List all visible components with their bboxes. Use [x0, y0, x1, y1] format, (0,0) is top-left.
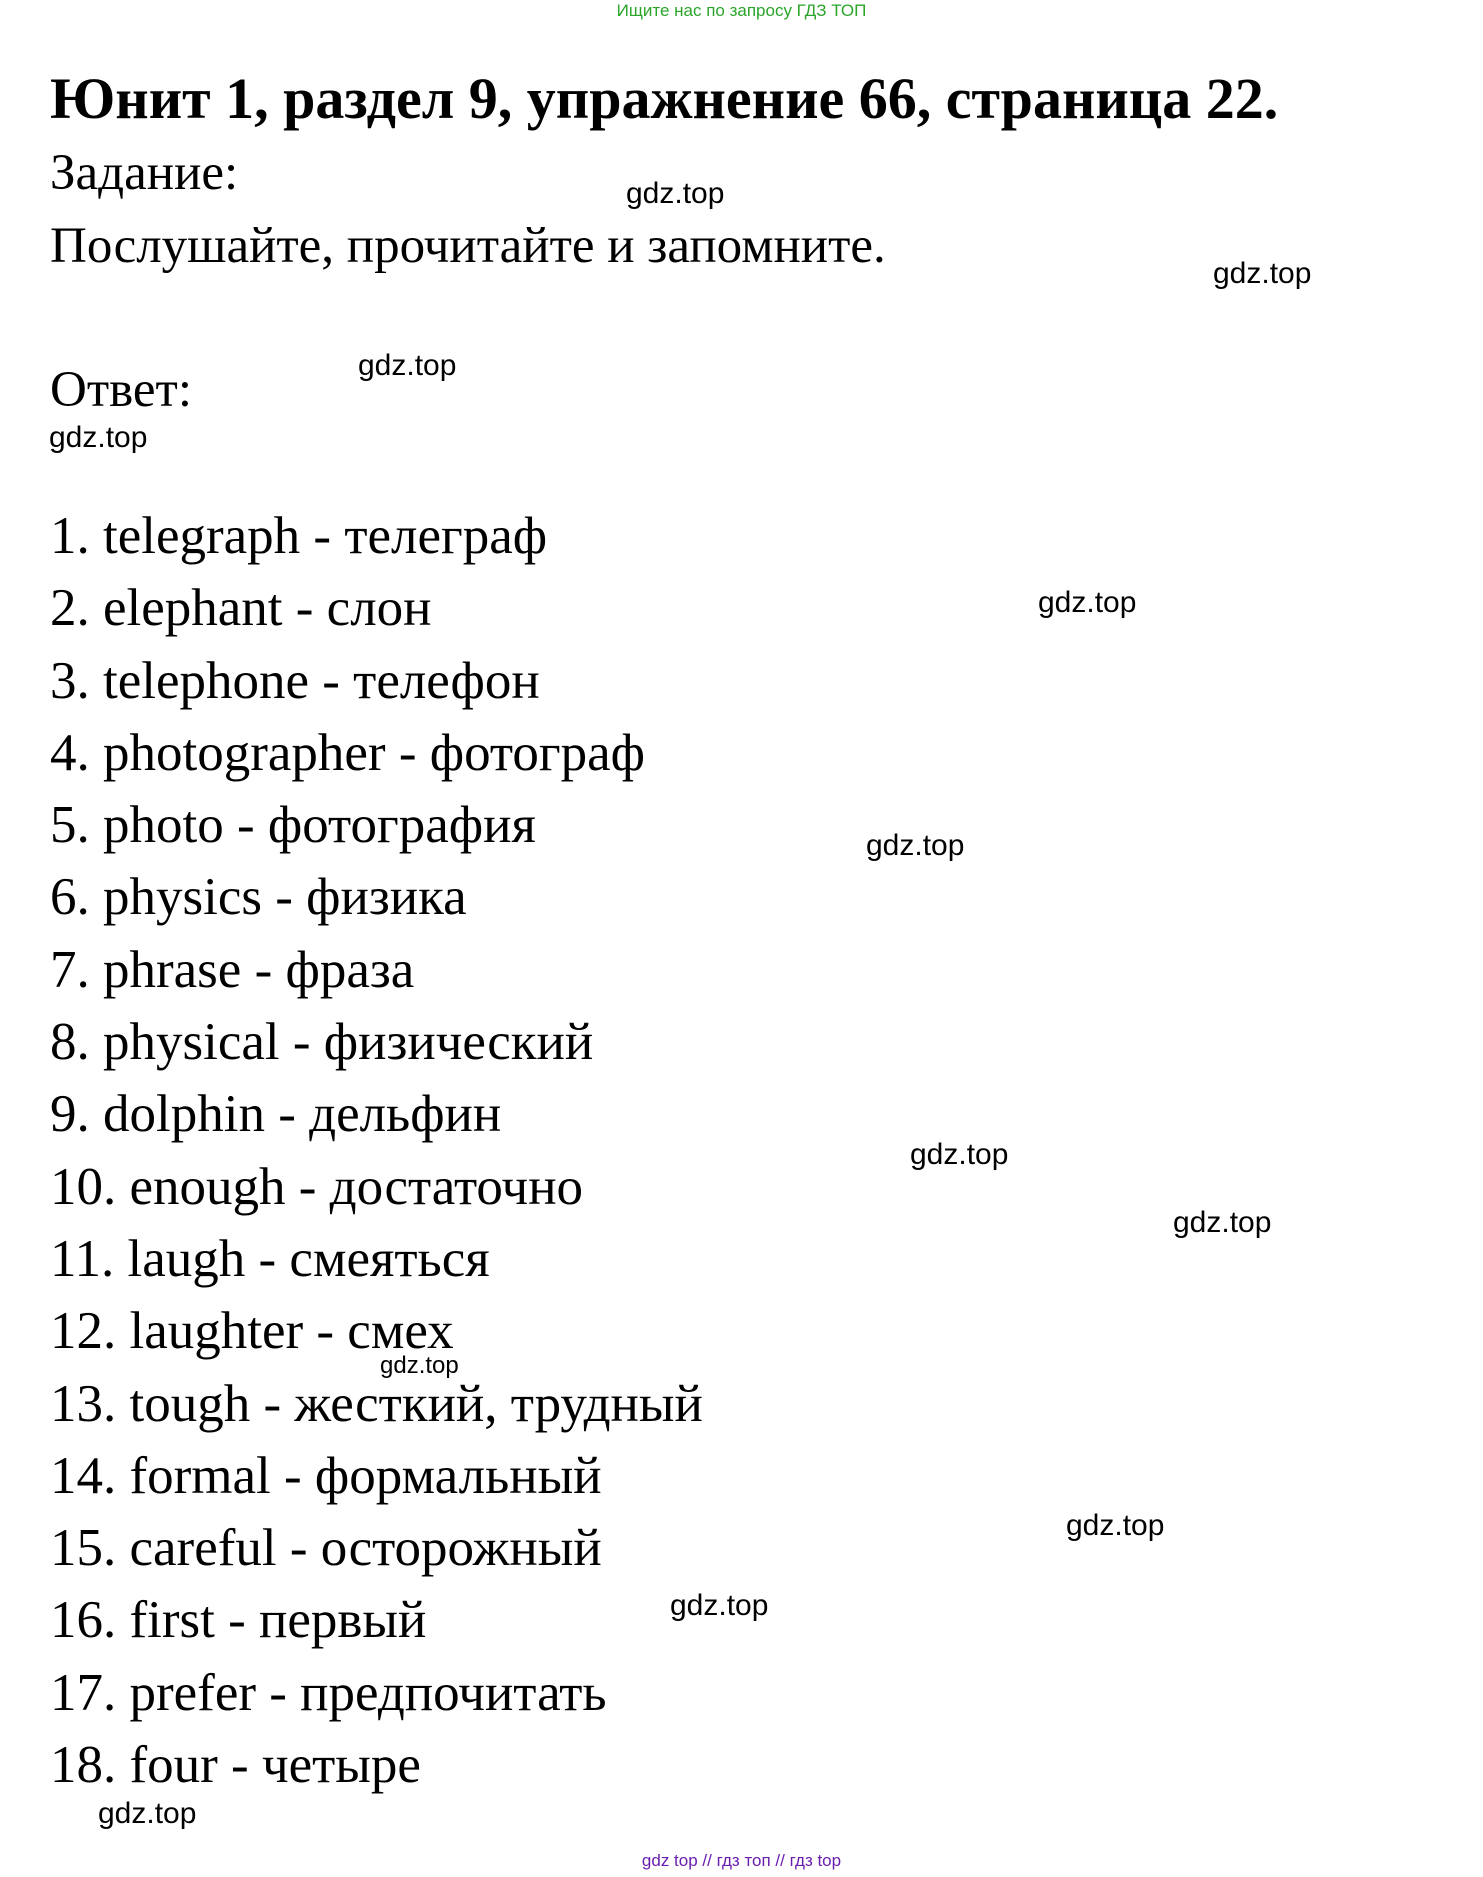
- watermark: gdz.top: [380, 1352, 459, 1379]
- list-item: 10. enough - достаточно: [50, 1157, 584, 1216]
- watermark: gdz.top: [358, 349, 457, 382]
- watermark: gdz.top: [910, 1138, 1009, 1171]
- watermark: gdz.top: [1213, 257, 1312, 290]
- list-item: 6. physics - физика: [50, 868, 467, 927]
- list-item: 5. photo - фотография: [50, 796, 536, 855]
- list-item: 8. physical - физический: [50, 1013, 594, 1072]
- watermark: gdz.top: [670, 1589, 769, 1622]
- watermark: gdz.top: [626, 177, 725, 210]
- footer-links: gdz top // гдз топ // гдз top: [641, 1851, 842, 1870]
- list-item: 14. formal - формальный: [50, 1446, 602, 1505]
- watermark: gdz.top: [1173, 1206, 1272, 1239]
- list-item: 12. laughter - смех: [50, 1302, 454, 1361]
- list-item: 9. dolphin - дельфин: [50, 1085, 502, 1144]
- top-banner: Ищите нас по запросу ГДЗ ТОП: [616, 1, 867, 20]
- list-item: 7. phrase - фраза: [50, 940, 415, 999]
- list-item: 15. careful - осторожный: [50, 1519, 602, 1578]
- list-item: 18. four - четыре: [50, 1736, 421, 1795]
- list-item: 17. prefer - предпочитать: [50, 1663, 607, 1722]
- watermark: gdz.top: [49, 421, 148, 454]
- list-item: 11. laugh - смеяться: [50, 1229, 490, 1288]
- task-label: Задание:: [50, 145, 239, 201]
- watermark: gdz.top: [1038, 586, 1137, 619]
- list-item: 2. elephant - слон: [50, 579, 432, 638]
- watermark: gdz.top: [1066, 1509, 1165, 1542]
- list-item: 16. first - первый: [50, 1591, 427, 1650]
- task-text: Послушайте, прочитайте и запомните.: [50, 218, 886, 274]
- answer-list: [50, 500, 703, 1801]
- list-item: 4. photographer - фотограф: [50, 723, 645, 782]
- list-item: 1. telegraph - телеграф: [50, 507, 548, 565]
- answer-label: Ответ:: [50, 362, 192, 418]
- list-item: 13. tough - жесткий, трудный: [50, 1374, 703, 1433]
- watermark: gdz.top: [866, 829, 965, 862]
- watermark: gdz.top: [98, 1797, 197, 1830]
- list-item: 3. telephone - телефон: [50, 651, 540, 710]
- page-title: Юнит 1, раздел 9, упражнение 66, страница 22.: [50, 66, 1279, 131]
